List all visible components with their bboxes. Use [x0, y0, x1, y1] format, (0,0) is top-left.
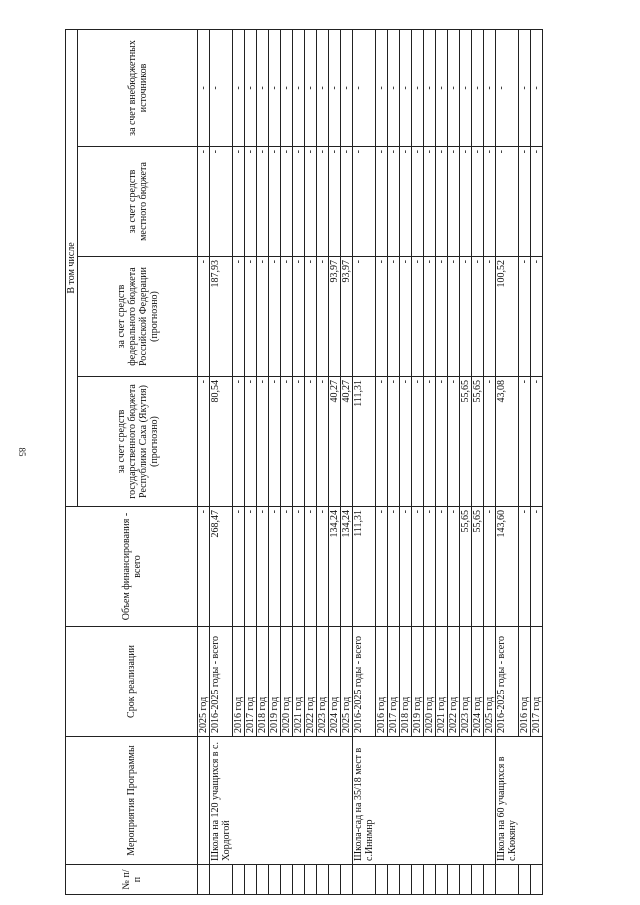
cell-event: Школа на 120 учащихся в с. Хордогой [210, 737, 353, 865]
cell-total: - [519, 507, 531, 627]
cell-num [353, 865, 376, 895]
cell-period: 2023 год [317, 627, 329, 737]
cell-fed: - [472, 257, 484, 377]
header-num: № п/п [66, 865, 198, 895]
cell-event [198, 737, 210, 865]
header-local: за счет средств местного бюджета [78, 147, 198, 257]
cell-extra: - [496, 29, 519, 146]
cell-state: - [519, 377, 531, 507]
cell-state: - [412, 377, 424, 507]
cell-extra: - [484, 29, 496, 146]
cell-fed: - [424, 257, 436, 377]
cell-state: - [257, 377, 269, 507]
cell-local: - [531, 147, 543, 257]
table-row [496, 29, 519, 894]
cell-state: 111,31 [353, 377, 376, 507]
header-total: Объем финансирования - всего [66, 507, 198, 627]
cell-local: - [281, 147, 293, 257]
cell-state: 40,27 [329, 377, 341, 507]
cell-fed: - [436, 257, 448, 377]
cell-local: - [245, 147, 257, 257]
cell-total: 268,47 [210, 507, 233, 627]
cell-fed: - [305, 257, 317, 377]
cell-state: - [531, 377, 543, 507]
header-period: Срок реализации [66, 627, 198, 737]
cell-local: - [353, 147, 376, 257]
cell-num [305, 865, 317, 895]
cell-extra: - [388, 29, 400, 146]
cell-num [460, 865, 472, 895]
cell-total: - [305, 507, 317, 627]
cell-period: 2019 год [412, 627, 424, 737]
table-row [353, 29, 376, 894]
cell-num [281, 865, 293, 895]
header-extra: за счет внебюджетных источников [78, 29, 198, 146]
cell-local: - [496, 147, 519, 257]
cell-fed: - [269, 257, 281, 377]
cell-event: Школа-сад на 35/18 мест в с.Иннмнр [353, 737, 496, 865]
cell-extra: - [436, 29, 448, 146]
cell-extra: - [353, 29, 376, 146]
cell-local: - [341, 147, 353, 257]
cell-num [484, 865, 496, 895]
cell-state: - [233, 377, 245, 507]
cell-period: 2020 год [281, 627, 293, 737]
cell-period: 2025 год [341, 627, 353, 737]
cell-state: - [317, 377, 329, 507]
cell-num [412, 865, 424, 895]
cell-fed: 93,97 [329, 257, 341, 377]
cell-period: 2018 год [257, 627, 269, 737]
cell-fed: - [257, 257, 269, 377]
cell-total: - [412, 507, 424, 627]
cell-state: - [400, 377, 412, 507]
cell-num [341, 865, 353, 895]
cell-period: 2016-2025 годы - всего [353, 627, 376, 737]
cell-extra: - [198, 29, 210, 146]
cell-local: - [210, 147, 233, 257]
header-state: за счет средств государственного бюджета Республики Саха (Якутия) (прогнозно) [78, 377, 198, 507]
cell-total: - [245, 507, 257, 627]
cell-total: - [317, 507, 329, 627]
cell-fed: - [233, 257, 245, 377]
cell-num [424, 865, 436, 895]
cell-num [376, 865, 388, 895]
cell-period: 2016-2025 годы - всего [496, 627, 519, 737]
cell-num [496, 865, 519, 895]
cell-num [531, 865, 543, 895]
cell-num [388, 865, 400, 895]
cell-extra: - [519, 29, 531, 146]
cell-period: 2017 год [388, 627, 400, 737]
cell-num [233, 865, 245, 895]
cell-fed: - [245, 257, 257, 377]
cell-fed: - [400, 257, 412, 377]
cell-extra: - [210, 29, 233, 146]
cell-extra: - [305, 29, 317, 146]
cell-local: - [484, 147, 496, 257]
cell-num [472, 865, 484, 895]
cell-state: - [436, 377, 448, 507]
cell-total: - [484, 507, 496, 627]
cell-local: - [436, 147, 448, 257]
cell-period: 2016 год [519, 627, 531, 737]
cell-extra: - [400, 29, 412, 146]
cell-local: - [269, 147, 281, 257]
cell-num [448, 865, 460, 895]
cell-period: 2022 год [305, 627, 317, 737]
cell-period: 2021 год [293, 627, 305, 737]
cell-total: - [269, 507, 281, 627]
cell-extra: - [293, 29, 305, 146]
cell-fed: - [519, 257, 531, 377]
cell-total: - [281, 507, 293, 627]
cell-period: 2017 год [245, 627, 257, 737]
cell-local: - [198, 147, 210, 257]
cell-event: Школа на 60 учащихся в с.Кюкяну [496, 737, 543, 865]
cell-fed: - [484, 257, 496, 377]
cell-extra: - [376, 29, 388, 146]
cell-total: 134,24 [341, 507, 353, 627]
cell-extra: - [448, 29, 460, 146]
cell-total: 55,65 [472, 507, 484, 627]
cell-num [198, 865, 210, 895]
cell-total: - [436, 507, 448, 627]
cell-local: - [388, 147, 400, 257]
cell-period: 2018 год [400, 627, 412, 737]
header-fed: за счет средств федерального бюджета Российской Федерации (прогнозно) [78, 257, 198, 377]
cell-period: 2016 год [376, 627, 388, 737]
cell-extra: - [269, 29, 281, 146]
cell-fed: - [293, 257, 305, 377]
page-number: 85 [17, 447, 27, 457]
cell-local: - [329, 147, 341, 257]
cell-period: 2016 год [233, 627, 245, 737]
cell-total: - [293, 507, 305, 627]
cell-fed: 187,93 [210, 257, 233, 377]
cell-total: - [198, 507, 210, 627]
cell-period: 2025 год [484, 627, 496, 737]
cell-state: - [424, 377, 436, 507]
cell-period: 2020 год [424, 627, 436, 737]
cell-total: 143,60 [496, 507, 519, 627]
cell-total: - [448, 507, 460, 627]
cell-fed: 100,52 [496, 257, 519, 377]
cell-local: - [472, 147, 484, 257]
cell-num [317, 865, 329, 895]
cell-total: - [388, 507, 400, 627]
cell-fed: - [317, 257, 329, 377]
cell-period: 2017 год [531, 627, 543, 737]
cell-fed: - [460, 257, 472, 377]
cell-period: 2021 год [436, 627, 448, 737]
cell-fed: - [531, 257, 543, 377]
cell-local: - [448, 147, 460, 257]
cell-total: - [400, 507, 412, 627]
header-event: Мероприятия Программы [66, 737, 198, 865]
cell-num [269, 865, 281, 895]
cell-period: 2024 год [472, 627, 484, 737]
table-row [210, 29, 233, 894]
cell-total: 55,65 [460, 507, 472, 627]
cell-extra: - [412, 29, 424, 146]
table-row [198, 29, 210, 894]
cell-state: - [293, 377, 305, 507]
cell-fed: - [376, 257, 388, 377]
cell-extra: - [460, 29, 472, 146]
cell-local: - [257, 147, 269, 257]
cell-total: - [257, 507, 269, 627]
cell-total: - [424, 507, 436, 627]
cell-local: - [424, 147, 436, 257]
cell-state: - [305, 377, 317, 507]
cell-fed: 93,97 [341, 257, 353, 377]
cell-num [257, 865, 269, 895]
cell-local: - [293, 147, 305, 257]
cell-state: - [376, 377, 388, 507]
cell-extra: - [317, 29, 329, 146]
cell-local: - [412, 147, 424, 257]
cell-state: 40,27 [341, 377, 353, 507]
cell-state: 55,65 [472, 377, 484, 507]
financing-table [65, 29, 543, 895]
cell-extra: - [245, 29, 257, 146]
table-body [198, 29, 543, 894]
cell-local: - [376, 147, 388, 257]
cell-extra: - [531, 29, 543, 146]
cell-period: 2025 год [198, 627, 210, 737]
cell-num [293, 865, 305, 895]
cell-period: 2016-2025 годы - всего [210, 627, 233, 737]
cell-num [519, 865, 531, 895]
cell-fed: - [281, 257, 293, 377]
cell-num [245, 865, 257, 895]
cell-num [436, 865, 448, 895]
cell-num [210, 865, 233, 895]
cell-period: 2022 год [448, 627, 460, 737]
header-incl: В том числе [66, 29, 78, 506]
cell-extra: - [329, 29, 341, 146]
cell-fed: - [448, 257, 460, 377]
cell-state: 80,54 [210, 377, 233, 507]
cell-local: - [233, 147, 245, 257]
cell-local: - [317, 147, 329, 257]
cell-state: - [281, 377, 293, 507]
cell-local: - [400, 147, 412, 257]
cell-extra: - [472, 29, 484, 146]
cell-state: - [269, 377, 281, 507]
cell-local: - [305, 147, 317, 257]
cell-state: - [448, 377, 460, 507]
cell-extra: - [341, 29, 353, 146]
cell-period: 2023 год [460, 627, 472, 737]
cell-state: - [484, 377, 496, 507]
cell-num [329, 865, 341, 895]
cell-state: - [198, 377, 210, 507]
cell-fed: - [198, 257, 210, 377]
cell-extra: - [424, 29, 436, 146]
cell-total: 134,24 [329, 507, 341, 627]
cell-state: 43,08 [496, 377, 519, 507]
cell-local: - [460, 147, 472, 257]
cell-extra: - [257, 29, 269, 146]
cell-total: - [376, 507, 388, 627]
cell-total: - [531, 507, 543, 627]
cell-extra: - [233, 29, 245, 146]
cell-state: 55,65 [460, 377, 472, 507]
cell-total: - [233, 507, 245, 627]
cell-period: 2024 год [329, 627, 341, 737]
rotated-table-container [65, 30, 585, 895]
cell-fed: - [412, 257, 424, 377]
cell-extra: - [281, 29, 293, 146]
cell-fed: - [353, 257, 376, 377]
cell-num [400, 865, 412, 895]
cell-state: - [245, 377, 257, 507]
cell-state: - [388, 377, 400, 507]
cell-period: 2019 год [269, 627, 281, 737]
cell-fed: - [388, 257, 400, 377]
cell-total: 111,31 [353, 507, 376, 627]
cell-local: - [519, 147, 531, 257]
